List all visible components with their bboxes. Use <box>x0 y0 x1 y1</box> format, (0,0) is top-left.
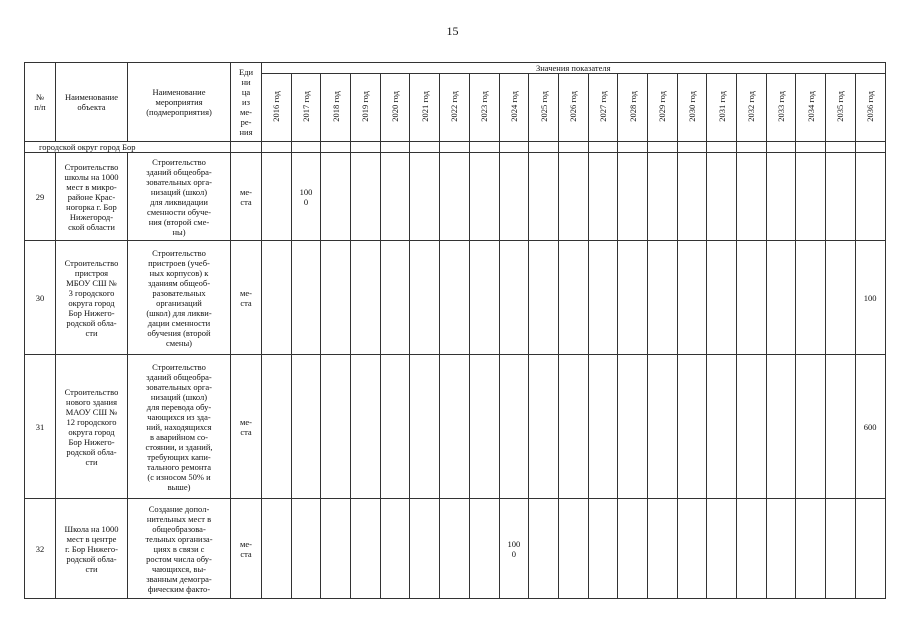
year-label: 2023 год <box>479 91 490 122</box>
object-name: Строительство пристроя МБОУ СШ № 3 городского округа город Бор Нижего- родской обла- сти <box>56 241 128 355</box>
value-cell <box>588 241 618 355</box>
value-cell <box>677 241 707 355</box>
value-cell <box>262 499 292 599</box>
value-cell <box>766 499 796 599</box>
year-label: 2024 год <box>508 91 519 122</box>
year-label: 2017 год <box>301 91 312 122</box>
page-number: 15 <box>446 24 459 38</box>
value-cell <box>677 153 707 241</box>
measure-name: Строительство зданий общеобра- зовательных орга- низаций (школ) для перевода обу- чающихся из зда- ний, находящихся в аварийном со- стоянии, и зданий, требующих капи- тального ремонта (с износом 50% и выше) <box>128 355 231 499</box>
year-header <box>499 74 529 142</box>
empty-cell <box>826 142 856 153</box>
value-cell <box>737 499 767 599</box>
year-label: 2034 год <box>805 91 816 122</box>
year-header <box>796 74 826 142</box>
year-header <box>262 74 292 142</box>
measure-name: Строительство пристроев (учеб- ных корпусов) к зданиям общеоб- разовательных организаций (школ) для ликви- дации сменности обучения (второй смены) <box>128 241 231 355</box>
value-cell <box>321 153 351 241</box>
value-cell <box>588 355 618 499</box>
header-values: Значения показателя <box>262 63 886 74</box>
table-row <box>25 241 886 355</box>
value-cell <box>291 355 321 499</box>
value-cell: 100 <box>855 241 885 355</box>
year-label: 2032 год <box>746 91 757 122</box>
empty-cell <box>588 142 618 153</box>
year-label: 2030 год <box>686 91 697 122</box>
empty-cell <box>380 142 410 153</box>
value-cell <box>707 153 737 241</box>
year-label: 2027 год <box>597 91 608 122</box>
year-label: 2025 год <box>538 91 549 122</box>
year-label: 2020 год <box>390 91 401 122</box>
value-cell <box>796 499 826 599</box>
unit-cell: ме- ста <box>231 499 262 599</box>
value-cell <box>380 153 410 241</box>
value-cell <box>291 499 321 599</box>
year-label: 2029 год <box>657 91 668 122</box>
value-cell <box>826 153 856 241</box>
year-header <box>855 74 885 142</box>
unit-cell: ме- ста <box>231 355 262 499</box>
empty-cell <box>351 142 381 153</box>
empty-cell <box>737 142 767 153</box>
year-label: 2016 год <box>271 91 282 122</box>
value-cell <box>291 241 321 355</box>
value-cell <box>440 153 470 241</box>
year-label: 2033 год <box>776 91 787 122</box>
value-cell <box>529 355 559 499</box>
measure-name: Строительство зданий общеобра- зовательных орга- низаций (школ) для ликвидации сменности обуче- ния (второй сме- ны) <box>128 153 231 241</box>
empty-cell <box>558 142 588 153</box>
value-cell <box>796 241 826 355</box>
value-cell <box>618 153 648 241</box>
measure-name: Создание допол- нительных мест в общеобразова- тельных организа- циях в связи с ростом числа обу- чающихся, вы- званным демогра- фическим факто- <box>128 499 231 599</box>
empty-cell <box>440 142 470 153</box>
value-cell <box>826 355 856 499</box>
empty-cell <box>529 142 559 153</box>
unit-cell: ме- ста <box>231 241 262 355</box>
row-number: 32 <box>25 499 56 599</box>
empty-cell <box>618 142 648 153</box>
empty-cell <box>707 142 737 153</box>
value-cell <box>262 153 292 241</box>
value-cell: 100 0 <box>291 153 321 241</box>
empty-cell <box>410 142 440 153</box>
value-cell <box>558 499 588 599</box>
section-title: городской округ город Бор <box>25 142 231 153</box>
empty-cell <box>262 142 292 153</box>
year-header <box>707 74 737 142</box>
value-cell <box>351 153 381 241</box>
value-cell <box>647 355 677 499</box>
value-cell <box>529 499 559 599</box>
year-label: 2018 год <box>330 91 341 122</box>
value-cell <box>737 241 767 355</box>
value-cell <box>529 241 559 355</box>
empty-cell <box>469 142 499 153</box>
object-name: Школа на 1000 мест в центре г. Бор Нижего- родской обла- сти <box>56 499 128 599</box>
value-cell <box>410 499 440 599</box>
year-header <box>588 74 618 142</box>
empty-cell <box>766 142 796 153</box>
year-label: 2036 год <box>865 91 876 122</box>
table-row <box>25 355 886 499</box>
empty-cell <box>677 142 707 153</box>
year-header <box>677 74 707 142</box>
year-label: 2019 год <box>360 91 371 122</box>
value-cell <box>262 241 292 355</box>
value-cell <box>647 153 677 241</box>
table-row <box>25 153 886 241</box>
object-name: Строительство нового здания МАОУ СШ № 12 городского округа город Бор Нижего- родской обла- сти <box>56 355 128 499</box>
unit-cell: ме- ста <box>231 153 262 241</box>
year-header <box>321 74 351 142</box>
empty-cell <box>321 142 351 153</box>
value-cell <box>855 153 885 241</box>
value-cell <box>469 241 499 355</box>
year-header <box>766 74 796 142</box>
value-cell <box>766 241 796 355</box>
header-object: Наименование объекта <box>56 63 128 142</box>
year-header <box>618 74 648 142</box>
value-cell <box>618 355 648 499</box>
year-label: 2022 год <box>449 91 460 122</box>
value-cell <box>707 241 737 355</box>
year-header <box>737 74 767 142</box>
value-cell <box>796 355 826 499</box>
value-cell <box>440 355 470 499</box>
value-cell <box>469 355 499 499</box>
empty-cell <box>231 142 262 153</box>
value-cell <box>855 499 885 599</box>
row-number: 30 <box>25 241 56 355</box>
value-cell <box>410 153 440 241</box>
value-cell <box>351 499 381 599</box>
row-number: 29 <box>25 153 56 241</box>
value-cell <box>499 153 529 241</box>
year-header <box>558 74 588 142</box>
value-cell <box>410 241 440 355</box>
value-cell <box>647 241 677 355</box>
empty-cell <box>647 142 677 153</box>
year-label: 2035 год <box>835 91 846 122</box>
year-label: 2021 год <box>419 91 430 122</box>
year-header <box>647 74 677 142</box>
empty-cell <box>855 142 885 153</box>
value-cell <box>469 499 499 599</box>
row-number: 31 <box>25 355 56 499</box>
header-unit: Еди ни ца из ме- ре- ния <box>231 63 262 142</box>
value-cell <box>588 499 618 599</box>
value-cell <box>440 499 470 599</box>
value-cell <box>499 355 529 499</box>
value-cell <box>796 153 826 241</box>
year-header <box>529 74 559 142</box>
value-cell <box>351 355 381 499</box>
value-cell <box>321 241 351 355</box>
value-cell <box>826 499 856 599</box>
value-cell <box>529 153 559 241</box>
year-label: 2031 год <box>716 91 727 122</box>
header-num: № п/п <box>25 63 56 142</box>
year-header <box>291 74 321 142</box>
value-cell <box>618 499 648 599</box>
header-row <box>25 63 886 74</box>
value-cell <box>321 355 351 499</box>
empty-cell <box>291 142 321 153</box>
year-header <box>410 74 440 142</box>
value-cell <box>262 355 292 499</box>
year-label: 2026 год <box>568 91 579 122</box>
value-cell <box>766 355 796 499</box>
year-header <box>380 74 410 142</box>
year-label: 2028 год <box>627 91 638 122</box>
value-cell <box>766 153 796 241</box>
value-cell <box>558 355 588 499</box>
value-cell: 100 0 <box>499 499 529 599</box>
value-cell <box>647 499 677 599</box>
value-cell <box>737 153 767 241</box>
value-cell <box>410 355 440 499</box>
value-cell <box>588 153 618 241</box>
header-measure: Наименование мероприятия (подмероприятия) <box>128 63 231 142</box>
value-cell <box>380 241 410 355</box>
year-header <box>826 74 856 142</box>
value-cell <box>707 499 737 599</box>
value-cell <box>380 499 410 599</box>
value-cell <box>351 241 381 355</box>
year-header <box>469 74 499 142</box>
value-cell <box>826 241 856 355</box>
value-cell <box>558 241 588 355</box>
year-header <box>440 74 470 142</box>
object-name: Строительство школы на 1000 мест в микро- районе Крас- ногорка г. Бор Нижегород- ской области <box>56 153 128 241</box>
value-cell <box>737 355 767 499</box>
value-cell <box>677 499 707 599</box>
value-cell <box>707 355 737 499</box>
value-cell <box>469 153 499 241</box>
value-cell <box>321 499 351 599</box>
section-row <box>25 142 886 153</box>
value-cell <box>499 241 529 355</box>
table-row <box>25 499 886 599</box>
indicator-table <box>24 62 886 599</box>
value-cell <box>677 355 707 499</box>
value-cell <box>618 241 648 355</box>
value-cell: 600 <box>855 355 885 499</box>
empty-cell <box>796 142 826 153</box>
empty-cell <box>499 142 529 153</box>
value-cell <box>440 241 470 355</box>
value-cell <box>380 355 410 499</box>
value-cell <box>558 153 588 241</box>
year-header <box>351 74 381 142</box>
